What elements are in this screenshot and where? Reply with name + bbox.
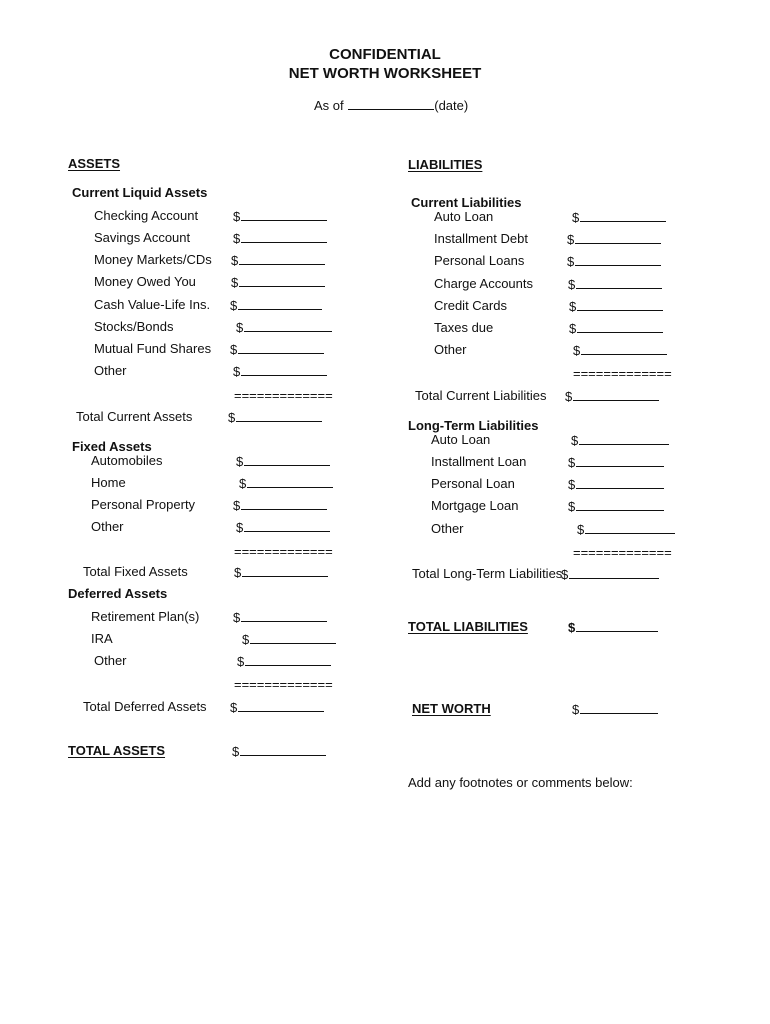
- total-current-assets-amount[interactable]: $: [228, 410, 322, 424]
- cash-value-life-amount[interactable]: $: [230, 298, 322, 312]
- cl-auto-loan-label: Auto Loan: [434, 209, 494, 224]
- assets-heading: ASSETS: [68, 156, 121, 171]
- personal-property-label: Personal Property: [91, 497, 196, 512]
- lt-other-amount[interactable]: $: [577, 522, 675, 536]
- document-title: CONFIDENTIAL: [329, 46, 441, 63]
- net-worth-label: NET WORTH: [412, 701, 491, 716]
- separator: =============: [573, 366, 672, 381]
- personal-loan-amount[interactable]: $: [568, 477, 664, 491]
- installment-loan-amount[interactable]: $: [568, 455, 664, 469]
- total-deferred-assets-label: Total Deferred Assets: [83, 699, 207, 714]
- date-label: (date): [434, 98, 469, 113]
- money-owed-label: Money Owed You: [94, 274, 196, 289]
- stocks-bonds-amount[interactable]: $: [236, 320, 332, 334]
- home-amount[interactable]: $: [239, 476, 333, 490]
- footnote-label: Add any footnotes or comments below:: [408, 775, 633, 790]
- deferred-assets-heading: Deferred Assets: [68, 586, 168, 601]
- fixed-assets-heading: Fixed Assets: [72, 439, 152, 454]
- total-long-term-liabilities-label: Total Long-Term Liabilities: [412, 566, 563, 581]
- total-current-liabilities-label: Total Current Liabilities: [415, 388, 547, 403]
- deferred-other-label: Other: [94, 653, 127, 668]
- total-current-assets-label: Total Current Assets: [76, 409, 193, 424]
- cl-other-label: Other: [434, 342, 467, 357]
- cash-value-life-label: Cash Value-Life Ins.: [94, 297, 211, 312]
- total-fixed-assets-amount[interactable]: $: [234, 565, 328, 579]
- personal-loans-amount[interactable]: $: [567, 254, 661, 268]
- current-liquid-assets-heading: Current Liquid Assets: [72, 185, 208, 200]
- liquid-other-label: Other: [94, 363, 127, 378]
- separator: =============: [234, 544, 333, 559]
- personal-property-amount[interactable]: $: [233, 498, 327, 512]
- credit-cards-label: Credit Cards: [434, 298, 507, 313]
- automobiles-label: Automobiles: [91, 453, 163, 468]
- taxes-due-amount[interactable]: $: [569, 321, 663, 335]
- retirement-plan-label: Retirement Plan(s): [91, 609, 200, 624]
- total-liabilities-label: TOTAL LIABILITIES: [408, 619, 528, 634]
- savings-account-amount[interactable]: $: [233, 231, 327, 245]
- liabilities-heading: LIABILITIES: [408, 157, 483, 172]
- as-of-label: As of: [314, 98, 344, 113]
- retirement-plan-amount[interactable]: $: [233, 610, 327, 624]
- total-fixed-assets-label: Total Fixed Assets: [83, 564, 188, 579]
- lt-auto-loan-label: Auto Loan: [431, 432, 491, 447]
- total-assets-amount[interactable]: $: [232, 744, 326, 758]
- installment-debt-amount[interactable]: $: [567, 232, 661, 246]
- fixed-other-amount[interactable]: $: [236, 520, 330, 534]
- money-markets-amount[interactable]: $: [231, 253, 325, 267]
- mortgage-loan-label: Mortgage Loan: [431, 498, 519, 513]
- lt-other-label: Other: [431, 521, 464, 536]
- net-worth-amount[interactable]: $: [572, 702, 658, 716]
- lt-auto-loan-amount[interactable]: $: [571, 433, 669, 447]
- charge-accounts-label: Charge Accounts: [434, 276, 534, 291]
- mutual-fund-amount[interactable]: $: [230, 342, 324, 356]
- separator: =============: [234, 388, 333, 403]
- personal-loan-label: Personal Loan: [431, 476, 515, 491]
- money-markets-label: Money Markets/CDs: [94, 252, 212, 267]
- total-liabilities-amount[interactable]: $: [568, 620, 658, 634]
- as-of-date-line: [314, 98, 468, 112]
- cl-auto-loan-amount[interactable]: $: [572, 210, 666, 224]
- current-liabilities-heading: Current Liabilities: [411, 195, 522, 210]
- total-current-liabilities-amount[interactable]: $: [565, 389, 659, 403]
- liquid-other-amount[interactable]: $: [233, 364, 327, 378]
- total-deferred-assets-amount[interactable]: $: [230, 700, 324, 714]
- checking-account-label: Checking Account: [94, 208, 199, 223]
- ira-label: IRA: [91, 631, 113, 646]
- long-term-liabilities-heading: Long-Term Liabilities: [408, 418, 539, 433]
- document-subtitle: NET WORTH WORKSHEET: [288, 65, 482, 82]
- total-long-term-liabilities-amount[interactable]: $: [561, 567, 659, 581]
- total-assets-label: TOTAL ASSETS: [68, 743, 166, 758]
- credit-cards-amount[interactable]: $: [569, 299, 663, 313]
- personal-loans-label: Personal Loans: [434, 253, 525, 268]
- stocks-bonds-label: Stocks/Bonds: [94, 319, 174, 334]
- home-label: Home: [91, 475, 126, 490]
- cl-other-amount[interactable]: $: [573, 343, 667, 357]
- mortgage-loan-amount[interactable]: $: [568, 499, 664, 513]
- fixed-other-label: Other: [91, 519, 124, 534]
- installment-debt-label: Installment Debt: [434, 231, 528, 246]
- separator: =============: [234, 677, 333, 692]
- separator: =============: [573, 545, 672, 560]
- date-blank[interactable]: [348, 98, 434, 110]
- automobiles-amount[interactable]: $: [236, 454, 330, 468]
- installment-loan-label: Installment Loan: [431, 454, 527, 469]
- mutual-fund-label: Mutual Fund Shares: [94, 341, 212, 356]
- charge-accounts-amount[interactable]: $: [568, 277, 662, 291]
- checking-account-amount[interactable]: $: [233, 209, 327, 223]
- money-owed-amount[interactable]: $: [231, 275, 325, 289]
- taxes-due-label: Taxes due: [434, 320, 494, 335]
- ira-amount[interactable]: $: [242, 632, 336, 646]
- deferred-other-amount[interactable]: $: [237, 654, 331, 668]
- savings-account-label: Savings Account: [94, 230, 191, 245]
